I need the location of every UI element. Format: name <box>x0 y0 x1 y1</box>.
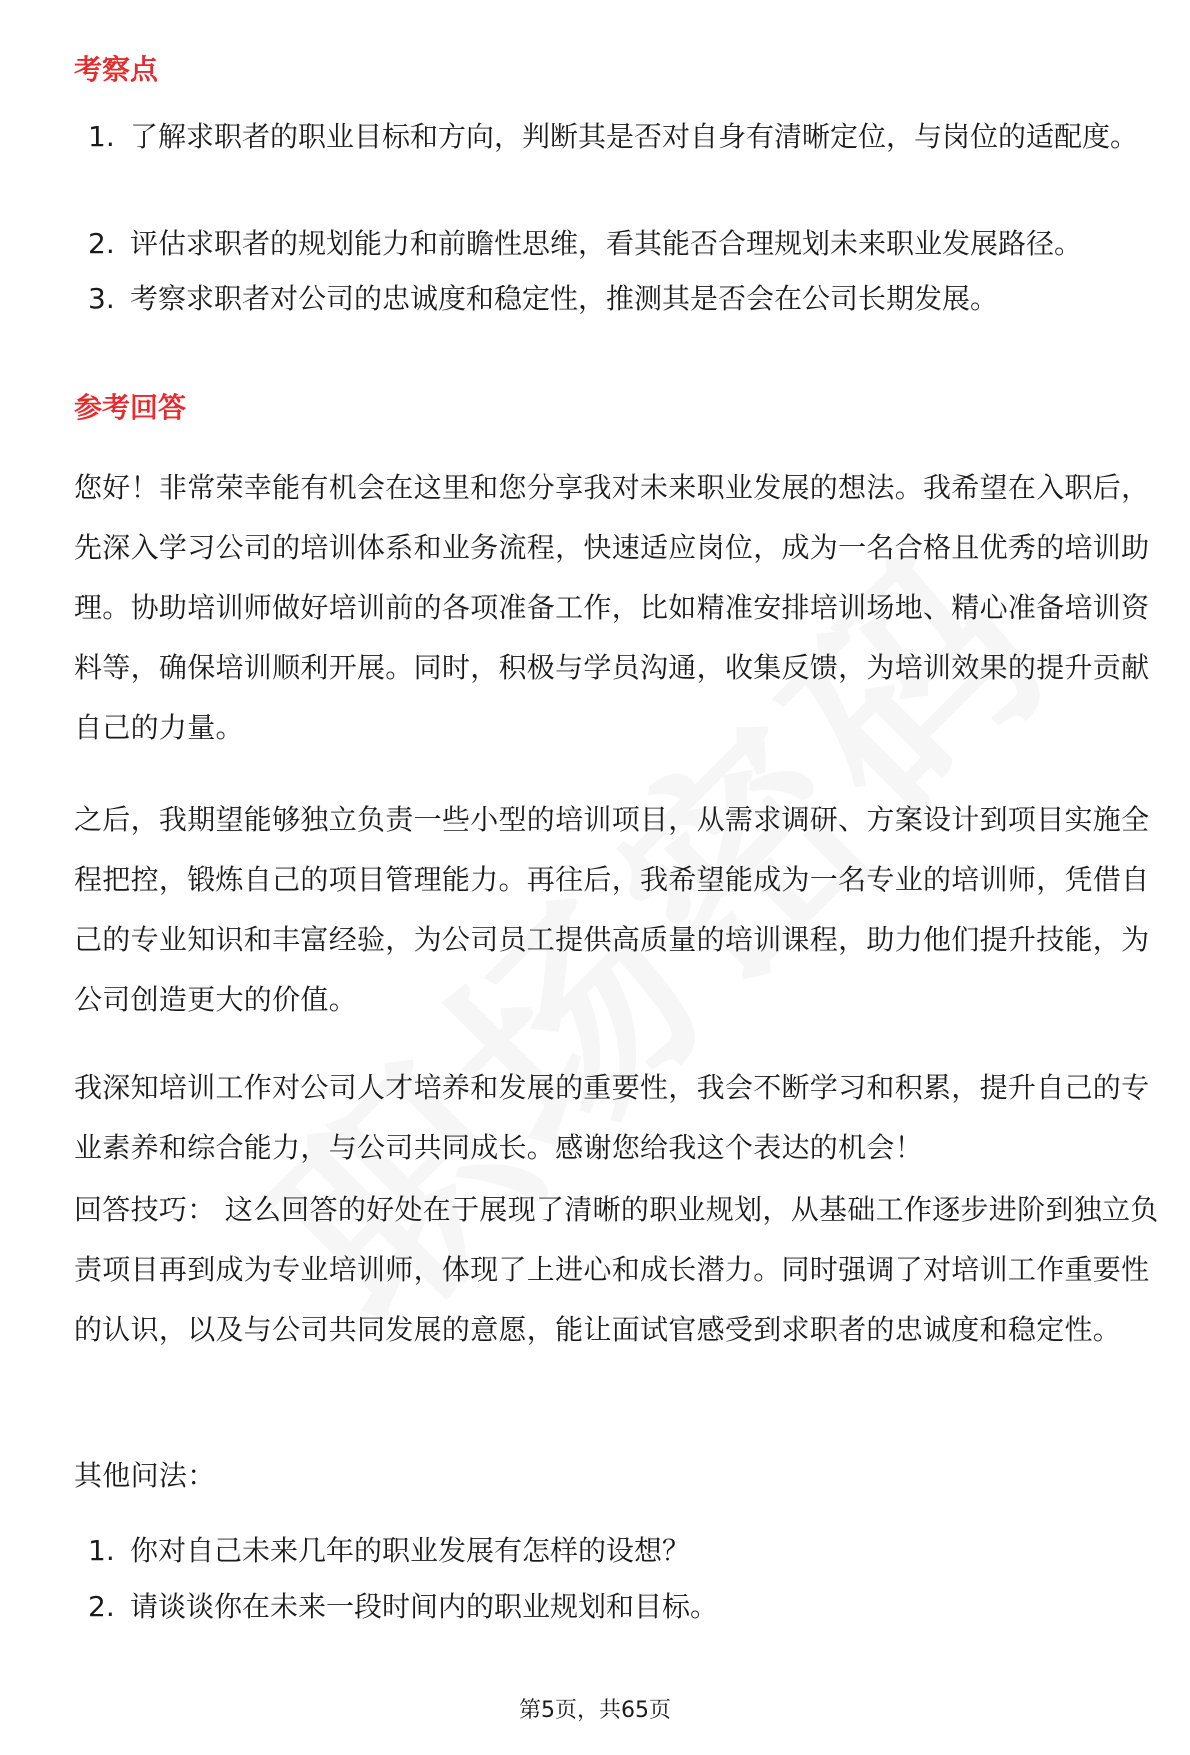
section-title-key-points: 考察点 <box>74 53 159 86</box>
section-title-reference-answer: 参考回答 <box>74 391 187 424</box>
list-text: 了解求职者的职业目标和方向，判断其是否对自身有清晰定位，与岗位的适配度。 <box>130 120 1139 153</box>
answer-paragraph: 您好！非常荣幸能有机会在这里和您分享我对未来职业发展的想法。我希望在入职后，先深入学习公司的培训体系和业务流程，快速适应岗位，成为一名合格且优秀的培训助理。协助培训师做好培训前的各项准备工作，比如精准安排培训场地、精心准备培训资料等，确保培训顺利开展。同时，积极与学员沟通，收集反馈，为培训效果的提升贡献自己的力量。 <box>74 471 1150 744</box>
list-text: 评估求职者的规划能力和前瞻性思维，看其能否合理规划未来职业发展路径。 <box>130 227 1083 260</box>
list-text: 考察求职者对公司的忠诚度和稳定性，推测其是否会在公司长期发展。 <box>130 282 999 315</box>
list-number: 1. <box>88 120 115 153</box>
answer-paragraph: 之后，我期望能够独立负责一些小型的培训项目，从需求调研、方案设计到项目实施全程把控，锻炼自己的项目管理能力。再往后，我希望能成为一名专业的培训师，凭借自己的专业知识和丰富经验，为公司员工提供高质量的培训课程，助力他们提升技能，为公司创造更大的价值。 <box>74 803 1150 1016</box>
list-text: 你对自己未来几年的职业发展有怎样的设想？ <box>130 1534 691 1567</box>
page-footer: 第5页，共65页 <box>519 1698 671 1723</box>
list-number: 2. <box>88 227 115 260</box>
list-item <box>74 1578 1164 1636</box>
list-number: 2. <box>88 1590 115 1623</box>
list-item <box>74 215 1164 273</box>
list-text: 请谈谈你在未来一段时间内的职业规划和目标。 <box>130 1590 719 1623</box>
list-number: 1. <box>88 1534 115 1567</box>
list-item <box>74 270 1164 328</box>
answer-paragraph: 我深知培训工作对公司人才培养和发展的重要性，我会不断学习和积累，提升自己的专业素养和综合能力，与公司共同成长。感谢您给我这个表达的机会！ <box>74 1071 1150 1164</box>
list-item <box>74 108 1164 166</box>
answer-tips-paragraph: 回答技巧： 这么回答的好处在于展现了清晰的职业规划，从基础工作逐步进阶到独立负责项目再到成为专业培训师，体现了上进心和成长潜力。同时强调了对培训工作重要性的认识，以及与公司共同发展的意愿，能让面试官感受到求职者的忠诚度和稳定性。 <box>74 1193 1159 1346</box>
list-number: 3. <box>88 282 115 315</box>
list-item <box>74 1522 1164 1580</box>
other-questions-label: 其他问法： <box>74 1459 216 1492</box>
